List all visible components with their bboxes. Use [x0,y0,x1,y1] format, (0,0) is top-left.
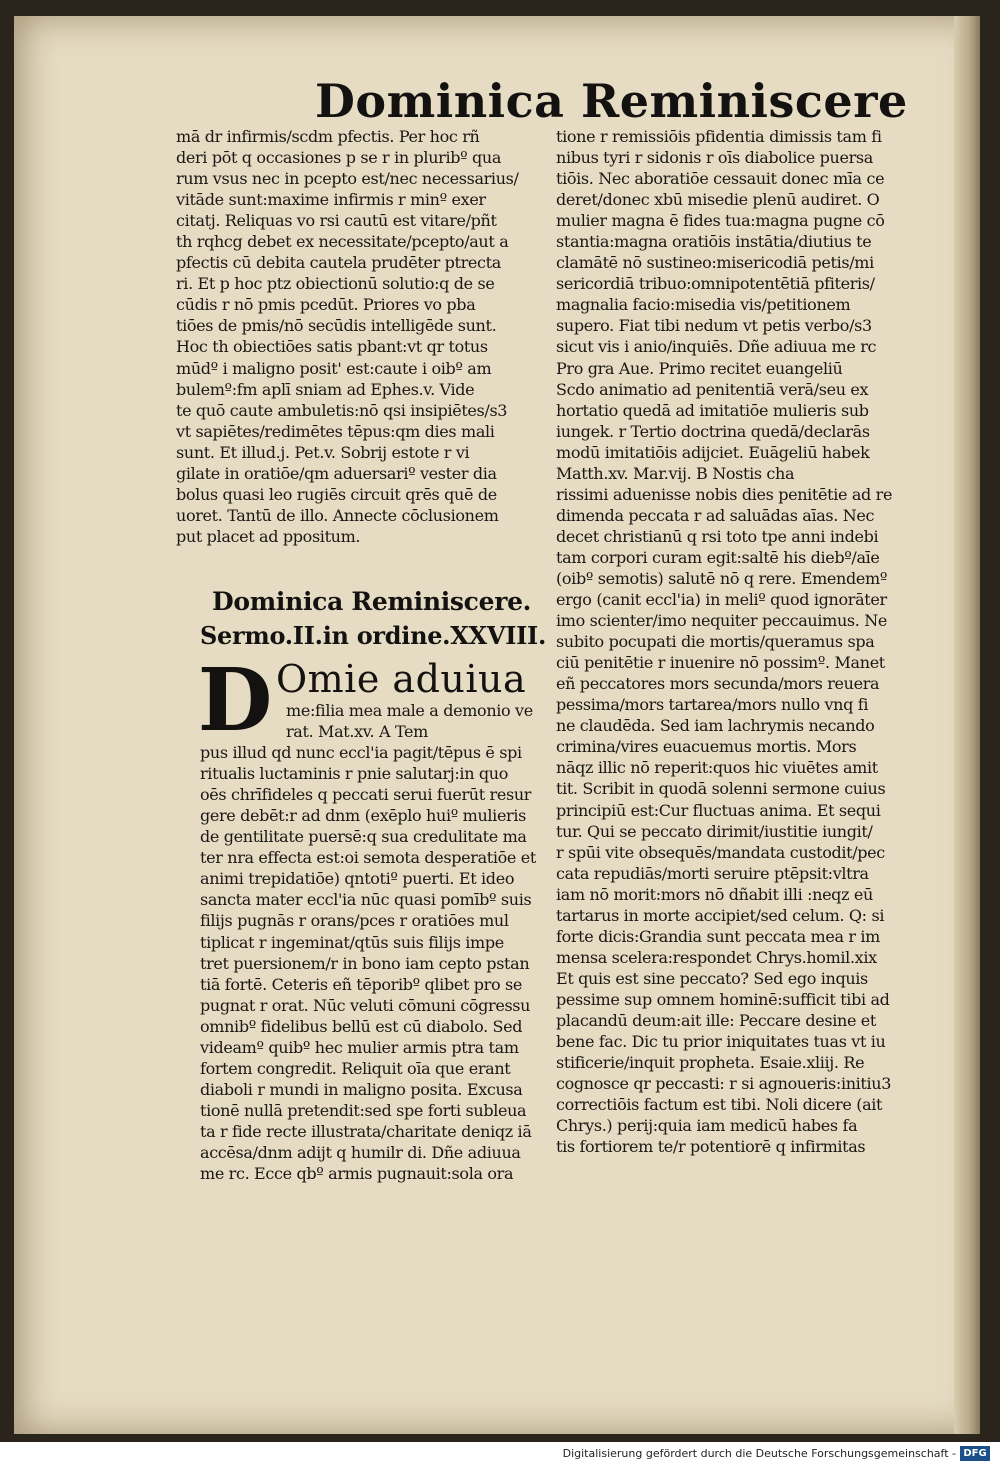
text-line: ne claudēda. Sed iam lachrymis necando [556,716,875,736]
left-column-bottom [200,700,560,1184]
text-line: rissimi aduenisse nobis dies penitētie ad re [556,484,893,504]
text-line: deret/donec xbū misedie plenū audiret. O [556,190,880,210]
text-line: magnalia facio:misedia vis/petitionem [556,295,851,315]
text-line: Et quis est sine peccato? Sed ego inquis [556,968,868,988]
text-line: bulemº:fm aplī sniam ad Ephes.v. Vide [176,379,475,399]
text-line: modū imitatiōis adijciet. Euāgeliū habek [556,442,870,462]
text-line: subito pocupati die mortis/queramus spa [556,632,875,652]
text-line: animi trepidatiōe) qntotiº puerti. Et ideo [200,869,515,889]
text-line: supero. Fiat tibi nedum vt petis verbo/s3 [556,316,872,336]
text-line: pfectis cū debita cautela prudēter ptrecta [176,253,501,273]
text-line: cūdis r nō pmis pcedūt. Priores vo pba [176,295,476,315]
text-line: oēs chrīfideles q peccati serui fuerūt resur [200,785,532,805]
text-line: tiōis. Nec aboratiōe cessauit donec mīa ce [556,169,885,189]
text-line: sunt. Et illud.j. Pet.v. Sobrij estote r vi [176,442,470,462]
text-line: ter nra effecta est:oi semota desperatiōe et [200,848,536,868]
left-column-top [176,126,556,547]
text-line: tret puersionem/r in bono iam cepto pstan [200,953,530,973]
text-line: tione r remissiōis pfidentia dimissis tam fi [556,127,882,146]
sermon-heading-line2: Sermo.II.in ordine.XXVIII. [200,621,547,650]
text-line: filijs pugnās r orans/pces r oratiōes mul [200,911,509,931]
text-line: pessime sup omnem hominē:sufficit tibi ad [556,989,890,1009]
text-line: iungek. r Tertio doctrina quedā/declarās [556,421,870,441]
text-line: eñ peccatores mors secunda/mors reuera [556,674,880,694]
text-line: diaboli r mundi in maligno posita. Excusa [200,1079,523,1099]
text-line: stificerie/inquit propheta. Esaie.xliij. Re [556,1053,865,1073]
text-line: cata repudiās/morti seruire ptēpsit:vltra [556,863,869,883]
text-line: nāqz illic nō reperit:quos hic viuētes amit [556,758,878,778]
text-line: dimenda peccata r ad saluādas aīas. Nec [556,505,875,525]
text-line: tis fortiorem te/r potentiorē q infirmitas [556,1137,866,1157]
text-line: rat. Mat.xv. A Tem [286,722,428,742]
text-line: mulier magna ē fides tua:magna pugne cō [556,211,885,231]
text-line: hortatio quedā ad imitatiōe mulieris sub [556,400,869,420]
drop-initial: D [197,650,273,751]
text-line: ri. Et p hoc ptz obiectionū solutio:q de se [176,274,495,294]
text-line: pessima/mors tartarea/mors nullo vnq fi [556,695,869,715]
text-line: ergo (canit eccl'ia) in meliº quod ignorāter [556,590,887,610]
text-line: te quō caute ambuletis:nō qsi insipiētes/s3 [176,400,508,420]
text-line: principiū est:Cur fluctuas anima. Et sequi [556,800,881,820]
text-line: fortem congredit. Reliquit oīa que erant [200,1058,511,1078]
text-line: tam corpori curam egit:saltē his diebº/aīe [556,547,880,567]
text-line: cognosce qr peccasti: r si agnoueris:initiu3 [556,1074,892,1094]
text-line: stantia:magna oratiōis instātia/diutius te [556,232,872,252]
text-line: deri pōt q occasiones p se r in pluribº qua [176,148,502,168]
text-line: me:filia mea male a demonio ve [286,701,533,720]
page-edge [954,16,980,1434]
text-line: correctiōis factum est tibi. Noli dicere (ait [556,1095,883,1115]
text-line: ritualis luctaminis r pnie salutarj:in quo [200,764,509,784]
text-line: tiōes de pmis/nō secūdis intelligēde sunt. [176,316,497,336]
text-line: mensa scelera:respondet Chrys.homil.xix [556,947,877,967]
text-line: me rc. Ecce qbº armis pugnauit:sola ora [200,1164,514,1184]
text-line: omnibº fidelibus bellū est cū diabolo. Sed [200,1016,523,1036]
text-line: citatj. Reliquas vo rsi cautū est vitare/pñt [176,211,497,231]
text-line: Matth.xv. Mar.vij. B Nostis cha [556,463,795,483]
text-line: tit. Scribit in quodā solenni sermone cuius [556,779,886,799]
text-line: pugnat r orat. Nūc veluti cōmuni cōgressu [200,995,531,1015]
sermon-heading-line1: Dominica Reminiscere. [212,587,532,616]
text-line: sicut vis i anio/inquiēs. Dñe adiuua me rc [556,337,877,357]
text-line: nibus tyri r sidonis r oīs diabolice puersa [556,148,873,168]
text-line: th rqhcg debet ex necessitate/pcepto/aut a [176,232,509,252]
text-line: Hoc th obiectiōes satis pbant:vt qr totus [176,337,488,357]
text-line: crimina/vires euacuemus mortis. Mors [556,737,857,757]
text-line: mūdº i maligno posit' est:caute i oibº am [176,358,492,378]
text-line: ciū penitētie r inuenire nō possimº. Manet [556,653,885,673]
text-line: tiā fortē. Ceteris eñ tēporibº qlibet pro se [200,974,522,994]
dfg-logo: DFG [960,1446,990,1461]
text-line: r spūi vite obsequēs/mandata custodit/pec [556,842,885,862]
text-line: sancta mater eccl'ia nūc quasi pomībº suis [200,890,532,910]
text-line: Scdo animatio ad penitentiā verā/seu ex [556,379,869,399]
text-line: sericordiā tribuo:omnipotentētiā pfiteris/ [556,274,875,294]
text-line: videamº quibº hec mulier armis ptra tam [200,1037,519,1057]
text-line: rum vsus nec in pcepto est/nec necessarius/ [176,169,519,189]
text-line: accēsa/dnm adijt q humilr di. Dñe adiuua [200,1142,521,1162]
text-line: vitāde sunt:maxime infirmis r minº exer [176,190,486,210]
text-line: placandū deum:ait ille: Peccare desine et [556,1010,877,1030]
text-line: vt sapiētes/redimētes tēpus:qm dies mali [176,421,495,441]
text-line: tiplicat r ingeminat/qtūs suis filijs impe [200,932,504,952]
text-line: pus illud qd nunc eccl'ia pagit/tēpus ē spi [200,743,522,763]
text-line: uoret. Tantū de illo. Annecte cōclusionem [176,505,499,525]
text-line: tartarus in morte accipiet/sed celum. Q: si [556,905,885,925]
text-line: gilate in oratiōe/qm aduersariº vester dia [176,463,497,483]
text-line: imo scienter/imo nequiter peccauimus. Ne [556,611,888,631]
funding-notice: Digitalisierung gefördert durch die Deutsche Forschungsgemeinschaft - [562,1447,956,1460]
text-line: tur. Qui se peccato dirimit/iustitie iungit/ [556,821,873,841]
text-line: ta r fide recte illustrata/charitate deniqz iā [200,1121,532,1141]
text-line: gere debēt:r ad dnm (exēplo huiº mulieris [200,806,526,826]
text-line: bolus quasi leo rugiēs circuit qrēs quē de [176,484,497,504]
right-column [556,126,940,1157]
running-head: Dominica Reminiscere [315,74,908,128]
text-line: tionē nullā pretendit:sed spe forti subleua [200,1100,527,1120]
text-line: decet christianū q rsi toto tpe anni indebi [556,526,879,546]
text-line: put placet ad ppositum. [176,526,361,546]
text-line: (oibº semotis) salutē nō q rere. Emendemº [556,568,888,588]
text-line: iam nō morit:mors nō dñabit illi :neqz eū [556,884,873,904]
text-line: clamātē nō sustineo:misericodiā petis/mi [556,253,874,273]
text-line: mā dr infirmis/scdm pfectis. Per hoc rñ [176,127,480,146]
text-line: Chrys.) perij:quia iam medicū habes fa [556,1116,858,1136]
incipit: Omie aduiua [276,657,527,701]
text-line: Pro gra Aue. Primo recitet euangeliū [556,358,843,378]
text-line: de gentilitate puersē:q sua credulitate ma [200,827,527,847]
text-line: forte dicis:Grandia sunt peccata mea r im [556,926,880,946]
text-line: bene fac. Dic tu prior iniquitates tuas vt iu [556,1032,886,1052]
